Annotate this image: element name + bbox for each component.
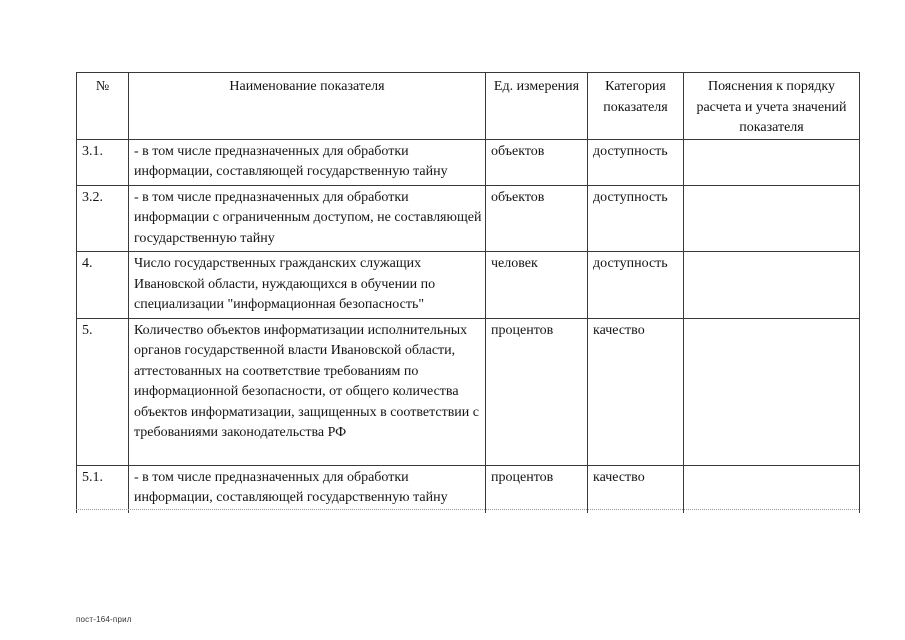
row-unit: объектов — [486, 185, 588, 252]
row-unit: человек — [486, 252, 588, 319]
header-number: № — [77, 73, 129, 140]
row-indicator-name: - в том числе предназначенных для обработки информации, составляющей государственную тайну — [129, 139, 486, 185]
row-notes — [684, 252, 860, 319]
table-row — [77, 318, 860, 465]
row-unit: процентов — [486, 318, 588, 465]
row-notes — [684, 318, 860, 465]
header-indicator-name: Наименование показателя — [129, 73, 486, 140]
indicators-table — [76, 72, 860, 513]
row-notes — [684, 185, 860, 252]
row-unit: объектов — [486, 139, 588, 185]
header-category: Категория показателя — [588, 73, 684, 140]
row-category: качество — [588, 318, 684, 465]
row-category: доступность — [588, 252, 684, 319]
table-row — [77, 465, 860, 513]
row-indicator-name: Число государственных гражданских служащих Ивановской области, нуждающихся в обучении по специализации "информационная безопасность" — [129, 252, 486, 319]
footer-doc-code: пост-164-прил — [76, 615, 132, 624]
row-category: доступность — [588, 185, 684, 252]
table-row — [77, 252, 860, 319]
row-number: 5. — [77, 318, 129, 465]
header-unit: Ед. измерения — [486, 73, 588, 140]
row-unit: процентов — [486, 465, 588, 513]
page-cut-line — [76, 509, 859, 511]
row-indicator-name: - в том числе предназначенных для обработки информации, составляющей государственную тайну — [129, 465, 486, 513]
row-number: 3.1. — [77, 139, 129, 185]
row-number: 3.2. — [77, 185, 129, 252]
table-row — [77, 139, 860, 185]
row-indicator-name: Количество объектов информатизации исполнительных органов государственной власти Ивановской области, аттестованных на соответствие требованиям по информационной безопасности, от общего количества объектов информатизации, защищенных в соответствии с требованиями законодательства РФ — [129, 318, 486, 465]
row-category: доступность — [588, 139, 684, 185]
row-number: 4. — [77, 252, 129, 319]
table-header-row — [77, 73, 860, 140]
table-row — [77, 185, 860, 252]
header-notes: Пояснения к порядку расчета и учета значений показателя — [684, 73, 860, 140]
row-indicator-name: - в том числе предназначенных для обработки информации с ограниченным доступом, не составляющей государственную тайну — [129, 185, 486, 252]
row-notes — [684, 465, 860, 513]
row-number: 5.1. — [77, 465, 129, 513]
row-category: качество — [588, 465, 684, 513]
row-notes — [684, 139, 860, 185]
